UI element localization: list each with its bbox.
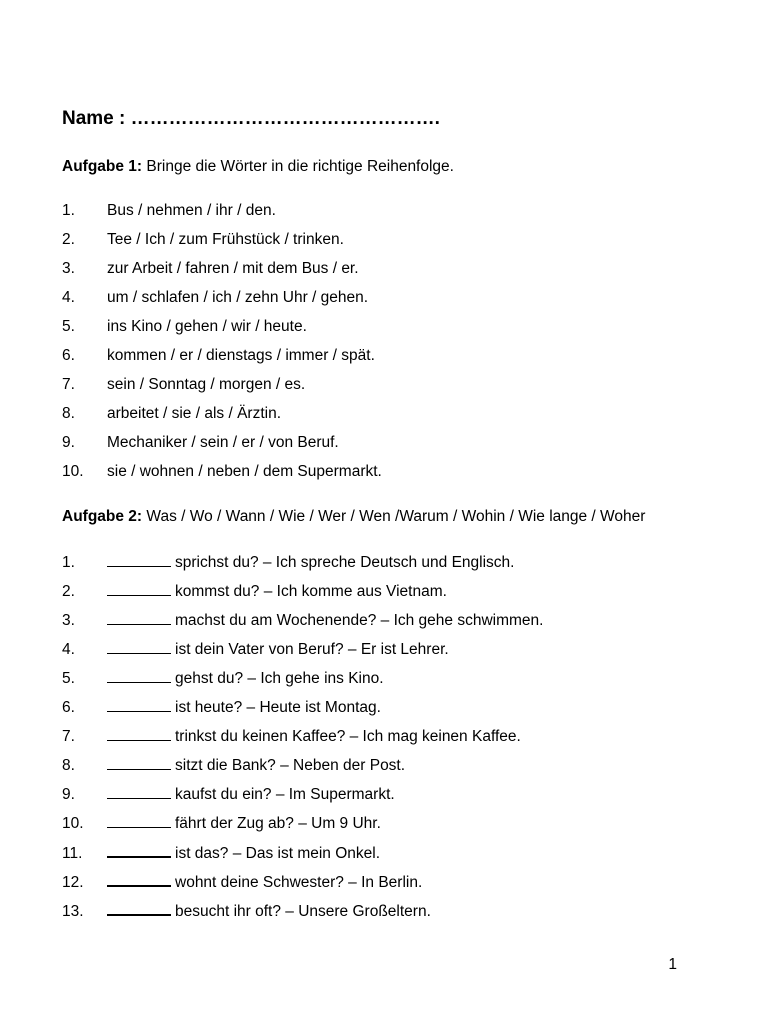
item-number: 6. — [62, 347, 75, 364]
answer-blank[interactable] — [107, 581, 171, 596]
item-number: 7. — [62, 376, 75, 393]
task1-instruction: Bringe die Wörter in die richtige Reihenfolge. — [142, 158, 454, 175]
answer-blank[interactable] — [107, 726, 171, 741]
item-text: besucht ihr oft? – Unsere Großeltern. — [175, 903, 431, 920]
list-item — [62, 871, 543, 900]
task1-list — [62, 202, 382, 492]
list-item — [62, 260, 382, 289]
item-text: machst du am Wochenende? – Ich gehe schwimmen. — [175, 612, 544, 629]
item-text: Bus / nehmen / ihr / den. — [107, 202, 276, 219]
item-number: 1. — [62, 554, 75, 571]
answer-blank[interactable] — [107, 755, 171, 770]
list-item — [62, 463, 382, 492]
item-text: arbeitet / sie / als / Ärztin. — [107, 405, 282, 422]
item-number: 7. — [62, 728, 75, 745]
item-number: 9. — [62, 434, 75, 451]
list-item — [62, 726, 543, 755]
list-item — [62, 755, 543, 784]
task2-instruction: Was / Wo / Wann / Wie / Wer / Wen /Warum / Wohin / Wie lange / Woher — [142, 508, 646, 525]
list-item — [62, 552, 543, 581]
item-text: kommst du? – Ich komme aus Vietnam. — [175, 583, 447, 600]
item-text: Tee / Ich / zum Frühstück / trinken. — [107, 231, 344, 248]
list-item — [62, 202, 382, 231]
answer-blank[interactable] — [107, 610, 171, 625]
item-text: ist dein Vater von Beruf? – Er ist Lehrer. — [175, 641, 449, 658]
answer-blank[interactable] — [107, 639, 171, 654]
task1-label: Aufgabe 1: — [62, 158, 143, 175]
item-number: 4. — [62, 289, 75, 306]
item-number: 9. — [62, 786, 75, 803]
item-text: gehst du? – Ich gehe ins Kino. — [175, 670, 384, 687]
answer-blank[interactable] — [107, 784, 171, 799]
item-text: sprichst du? – Ich spreche Deutsch und Englisch. — [175, 554, 515, 571]
item-number: 10. — [62, 463, 84, 480]
item-text: Mechaniker / sein / er / von Beruf. — [107, 434, 339, 451]
item-text: zur Arbeit / fahren / mit dem Bus / er. — [107, 260, 359, 277]
answer-blank[interactable] — [107, 697, 171, 712]
name-field-line: Name : …………………………………………. — [62, 108, 440, 129]
list-item — [62, 842, 543, 871]
list-item — [62, 318, 382, 347]
task2-label: Aufgabe 2: — [62, 508, 143, 525]
answer-blank[interactable] — [107, 668, 171, 683]
item-number: 3. — [62, 260, 75, 277]
list-item — [62, 376, 382, 405]
item-text: kommen / er / dienstags / immer / spät. — [107, 347, 375, 364]
list-item — [62, 697, 543, 726]
item-number: 2. — [62, 583, 75, 600]
list-item — [62, 900, 543, 929]
list-item — [62, 610, 543, 639]
item-text: um / schlafen / ich / zehn Uhr / gehen. — [107, 289, 369, 306]
item-text: kaufst du ein? – Im Supermarkt. — [175, 786, 395, 803]
list-item — [62, 813, 543, 842]
item-number: 3. — [62, 612, 75, 629]
list-item — [62, 434, 382, 463]
list-item — [62, 639, 543, 668]
page-number: 1 — [668, 956, 677, 973]
answer-blank[interactable] — [107, 842, 171, 858]
item-number: 10. — [62, 815, 84, 832]
list-item — [62, 581, 543, 610]
list-item — [62, 289, 382, 318]
item-number: 6. — [62, 699, 75, 716]
item-text: ist heute? – Heute ist Montag. — [175, 699, 381, 716]
task1-heading — [62, 158, 454, 176]
list-item — [62, 405, 382, 434]
item-text: ist das? – Das ist mein Onkel. — [175, 845, 381, 862]
list-item — [62, 231, 382, 260]
item-text: sie / wohnen / neben / dem Supermarkt. — [107, 463, 382, 480]
item-number: 5. — [62, 670, 75, 687]
item-text: trinkst du keinen Kaffee? – Ich mag keinen Kaffee. — [175, 728, 521, 745]
answer-blank[interactable] — [107, 871, 171, 887]
answer-blank[interactable] — [107, 900, 171, 916]
answer-blank[interactable] — [107, 813, 171, 828]
item-number: 5. — [62, 318, 75, 335]
item-number: 12. — [62, 874, 84, 891]
item-number: 4. — [62, 641, 75, 658]
item-number: 13. — [62, 903, 84, 920]
item-text: sitzt die Bank? – Neben der Post. — [175, 757, 406, 774]
item-number: 8. — [62, 405, 75, 422]
item-number: 8. — [62, 757, 75, 774]
list-item — [62, 784, 543, 813]
list-item — [62, 347, 382, 376]
task2-heading — [62, 508, 645, 526]
item-number: 11. — [62, 845, 83, 862]
list-item — [62, 668, 543, 697]
item-text: ins Kino / gehen / wir / heute. — [107, 318, 307, 335]
item-text: wohnt deine Schwester? – In Berlin. — [175, 874, 423, 891]
item-number: 1. — [62, 202, 75, 219]
answer-blank[interactable] — [107, 552, 171, 567]
task2-list — [62, 552, 543, 929]
item-text: sein / Sonntag / morgen / es. — [107, 376, 306, 393]
item-text: fährt der Zug ab? – Um 9 Uhr. — [175, 815, 381, 832]
item-number: 2. — [62, 231, 75, 248]
